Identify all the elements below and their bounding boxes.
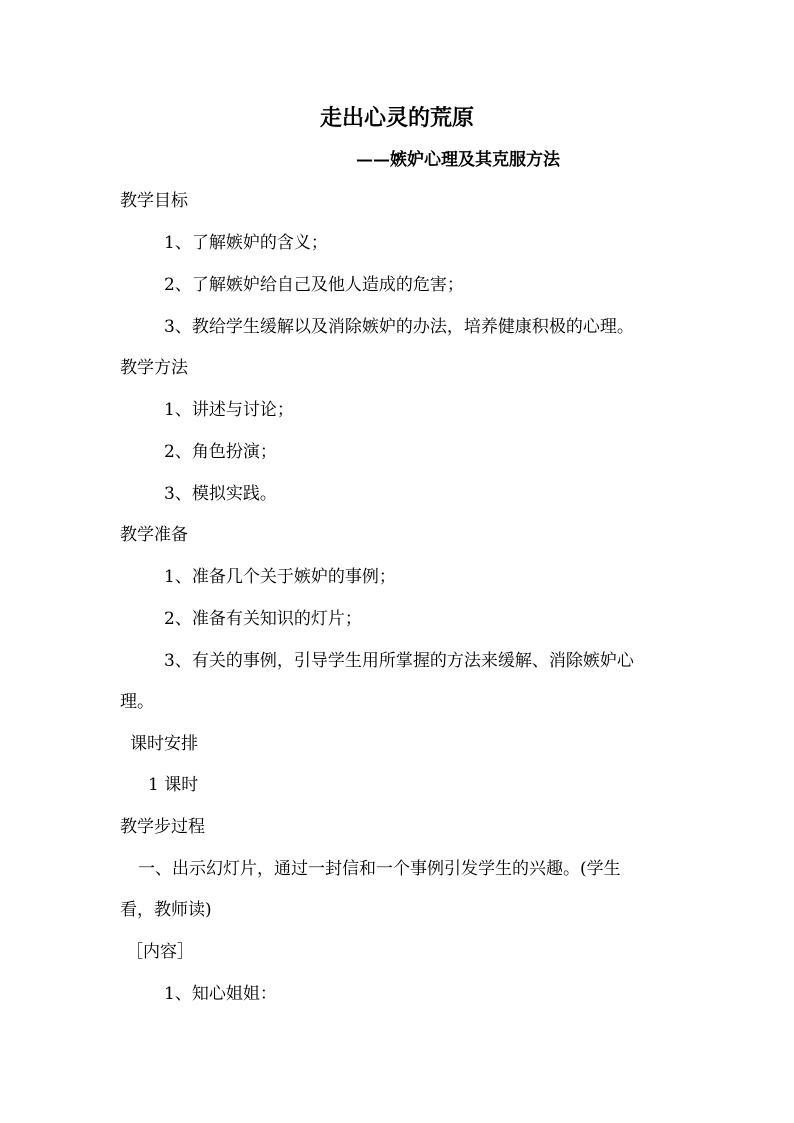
method-item-2: 2、角色扮演；: [164, 442, 277, 462]
schedule-value: 1 课时: [148, 775, 199, 795]
goal-item-2: 2、了解嫉妒给自己及他人造成的危害；: [164, 275, 464, 295]
goal-item-3: 3、教给学生缓解以及消除嫉妒的办法，培养健康积极的心理。: [164, 317, 634, 337]
goal-item-1: 1、了解嫉妒的含义；: [164, 233, 328, 253]
method-item-1: 1、讲述与讨论；: [164, 400, 294, 420]
preparation-item-3: 3、有关的事例，引导学生用所掌握的方法来缓解、消除嫉妒心: [164, 651, 634, 671]
section-heading-process: 教学步过程: [120, 817, 205, 837]
content-item-1: 1、知心姐姐：: [164, 984, 277, 1004]
process-step-1-continuation: 看，教师读): [120, 900, 212, 920]
method-item-3: 3、模拟实践。: [164, 484, 277, 504]
section-heading-methods: 教学方法: [120, 358, 188, 378]
process-step-1: 一、出示幻灯片，通过一封信和一个事例引发学生的兴趣。(学生: [138, 859, 621, 879]
document-title: 走出心灵的荒原: [319, 105, 474, 131]
preparation-item-3-continuation: 理。: [120, 692, 154, 712]
section-heading-preparation: 教学准备: [120, 525, 188, 545]
document-subtitle: ——嫉妒心理及其克服方法: [356, 150, 560, 170]
preparation-item-1: 1、准备几个关于嫉妒的事例；: [164, 567, 396, 587]
content-label: ［内容］: [126, 942, 194, 962]
section-heading-goals: 教学目标: [120, 191, 188, 211]
preparation-item-2: 2、准备有关知识的灯片；: [164, 609, 362, 629]
section-heading-schedule: 课时安排: [130, 734, 198, 754]
